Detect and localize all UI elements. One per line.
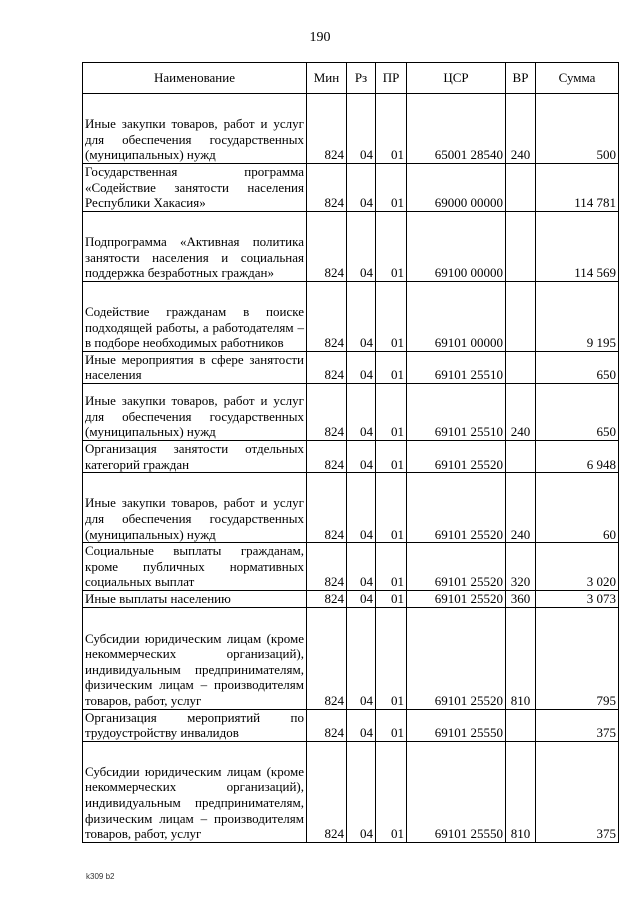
cell-pr: 01 xyxy=(376,607,407,709)
cell-rz: 04 xyxy=(347,741,376,842)
cell-pr: 01 xyxy=(376,590,407,607)
footer-code: k309 b2 xyxy=(86,872,115,881)
cell-vr xyxy=(506,281,536,351)
header-csr: ЦСР xyxy=(407,63,506,94)
cell-pr: 01 xyxy=(376,440,407,472)
cell-name: Субсидии юридическим лицам (кроме некоммерческих организаций), индивидуальным предпринимателям, физическим лицам – производителям товаров, работ, услуг xyxy=(83,741,307,842)
cell-sum: 650 xyxy=(536,351,619,383)
cell-min: 824 xyxy=(307,709,347,741)
cell-name: Иные закупки товаров, работ и услуг для обеспечения государственных (муниципальных) нужд xyxy=(83,383,307,440)
cell-csr: 69101 25550 xyxy=(407,741,506,842)
cell-pr: 01 xyxy=(376,741,407,842)
cell-rz: 04 xyxy=(347,351,376,383)
cell-csr: 69101 25520 xyxy=(407,440,506,472)
cell-pr: 01 xyxy=(376,211,407,281)
cell-pr: 01 xyxy=(376,281,407,351)
table-row xyxy=(83,590,619,607)
cell-csr: 69101 25550 xyxy=(407,709,506,741)
table-row xyxy=(83,351,619,383)
cell-name: Иные закупки товаров, работ и услуг для обеспечения государственных (муниципальных) нужд xyxy=(83,94,307,164)
cell-min: 824 xyxy=(307,473,347,543)
table-row xyxy=(83,543,619,591)
cell-pr: 01 xyxy=(376,473,407,543)
cell-sum: 60 xyxy=(536,473,619,543)
cell-sum: 3 020 xyxy=(536,543,619,591)
cell-name: Государственная программа «Содействие занятости населения Республики Хакасия» xyxy=(83,164,307,212)
cell-vr: 810 xyxy=(506,741,536,842)
cell-pr: 01 xyxy=(376,543,407,591)
cell-vr: 360 xyxy=(506,590,536,607)
cell-vr: 810 xyxy=(506,607,536,709)
cell-vr xyxy=(506,164,536,212)
cell-sum: 9 195 xyxy=(536,281,619,351)
cell-pr: 01 xyxy=(376,709,407,741)
cell-csr: 65001 28540 xyxy=(407,94,506,164)
table-row xyxy=(83,164,619,212)
cell-csr: 69101 25520 xyxy=(407,473,506,543)
table-row xyxy=(83,281,619,351)
cell-min: 824 xyxy=(307,741,347,842)
cell-rz: 04 xyxy=(347,473,376,543)
header-name: Наименование xyxy=(83,63,307,94)
table-row xyxy=(83,473,619,543)
cell-vr xyxy=(506,211,536,281)
cell-vr: 240 xyxy=(506,473,536,543)
table-row xyxy=(83,709,619,741)
cell-csr: 69101 25520 xyxy=(407,543,506,591)
cell-name: Иные выплаты населению xyxy=(83,590,307,607)
table-header-row xyxy=(83,63,619,94)
cell-vr: 320 xyxy=(506,543,536,591)
cell-csr: 69101 25510 xyxy=(407,351,506,383)
cell-csr: 69101 25520 xyxy=(407,590,506,607)
cell-min: 824 xyxy=(307,543,347,591)
cell-vr xyxy=(506,351,536,383)
header-vr: ВР xyxy=(506,63,536,94)
cell-vr: 240 xyxy=(506,383,536,440)
cell-rz: 04 xyxy=(347,590,376,607)
cell-rz: 04 xyxy=(347,211,376,281)
cell-sum: 650 xyxy=(536,383,619,440)
cell-sum: 114 781 xyxy=(536,164,619,212)
cell-min: 824 xyxy=(307,351,347,383)
cell-sum: 375 xyxy=(536,741,619,842)
table-row xyxy=(83,741,619,842)
cell-rz: 04 xyxy=(347,383,376,440)
cell-min: 824 xyxy=(307,383,347,440)
table-body xyxy=(83,94,619,843)
cell-pr: 01 xyxy=(376,351,407,383)
cell-vr xyxy=(506,440,536,472)
cell-min: 824 xyxy=(307,607,347,709)
header-rz: Рз xyxy=(347,63,376,94)
cell-name: Содействие гражданам в поиске подходящей работы, а работодателям – в подборе необходимых работников xyxy=(83,281,307,351)
cell-min: 824 xyxy=(307,211,347,281)
cell-name: Иные мероприятия в сфере занятости населения xyxy=(83,351,307,383)
cell-min: 824 xyxy=(307,281,347,351)
table-row xyxy=(83,440,619,472)
table-row xyxy=(83,211,619,281)
page-number: 190 xyxy=(309,30,331,45)
cell-rz: 04 xyxy=(347,94,376,164)
cell-pr: 01 xyxy=(376,94,407,164)
cell-sum: 6 948 xyxy=(536,440,619,472)
header-sum: Сумма xyxy=(536,63,619,94)
cell-csr: 69101 00000 xyxy=(407,281,506,351)
cell-name: Подпрограмма «Активная политика занятости населения и социальная поддержка безработных граждан» xyxy=(83,211,307,281)
cell-min: 824 xyxy=(307,590,347,607)
table-row xyxy=(83,607,619,709)
cell-name: Социальные выплаты гражданам, кроме публичных нормативных социальных выплат xyxy=(83,543,307,591)
header-min: Мин xyxy=(307,63,347,94)
cell-sum: 375 xyxy=(536,709,619,741)
cell-name: Организация мероприятий по трудоустройству инвалидов xyxy=(83,709,307,741)
cell-name: Иные закупки товаров, работ и услуг для обеспечения государственных (муниципальных) нужд xyxy=(83,473,307,543)
cell-vr: 240 xyxy=(506,94,536,164)
cell-pr: 01 xyxy=(376,164,407,212)
cell-min: 824 xyxy=(307,94,347,164)
cell-sum: 500 xyxy=(536,94,619,164)
cell-sum: 3 073 xyxy=(536,590,619,607)
cell-csr: 69000 00000 xyxy=(407,164,506,212)
cell-rz: 04 xyxy=(347,281,376,351)
cell-sum: 114 569 xyxy=(536,211,619,281)
cell-rz: 04 xyxy=(347,543,376,591)
cell-pr: 01 xyxy=(376,383,407,440)
cell-csr: 69100 00000 xyxy=(407,211,506,281)
cell-name: Организация занятости отдельных категорий граждан xyxy=(83,440,307,472)
cell-rz: 04 xyxy=(347,607,376,709)
cell-min: 824 xyxy=(307,164,347,212)
budget-table xyxy=(82,62,619,843)
cell-vr xyxy=(506,709,536,741)
cell-rz: 04 xyxy=(347,440,376,472)
cell-rz: 04 xyxy=(347,164,376,212)
cell-csr: 69101 25510 xyxy=(407,383,506,440)
table-row xyxy=(83,383,619,440)
cell-sum: 795 xyxy=(536,607,619,709)
cell-name: Субсидии юридическим лицам (кроме некоммерческих организаций), индивидуальным предпринимателям, физическим лицам – производителям товаров, работ, услуг xyxy=(83,607,307,709)
cell-min: 824 xyxy=(307,440,347,472)
header-pr: ПР xyxy=(376,63,407,94)
cell-csr: 69101 25520 xyxy=(407,607,506,709)
cell-rz: 04 xyxy=(347,709,376,741)
table-row xyxy=(83,94,619,164)
